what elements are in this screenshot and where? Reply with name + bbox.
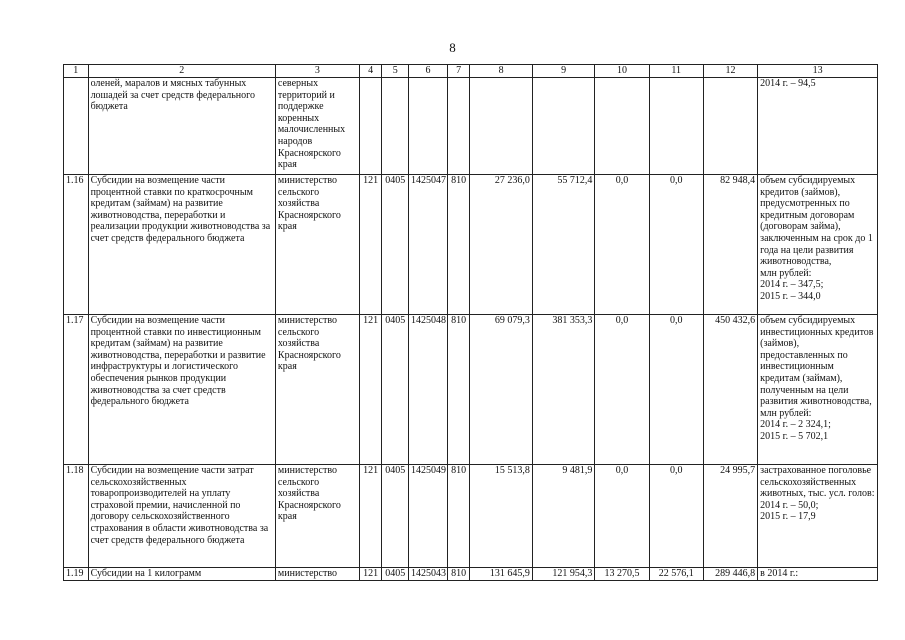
row-number: 1.17	[64, 315, 89, 465]
table-row	[64, 78, 878, 175]
column-header: 7	[447, 65, 470, 78]
result-indicator: застрахованное поголовье сельскохозяйственных животных, тыс. усл. голов: 2014 г. – 50,0; 2015 г. – 17,9	[758, 465, 878, 568]
responsible-org: министерство сельского хозяйства Красноярского края	[275, 465, 359, 568]
amount-col10	[595, 78, 649, 175]
column-number-row	[64, 65, 878, 78]
responsible-org: министерство сельского хозяйства Красноярского края	[275, 315, 359, 465]
table-row	[64, 568, 878, 581]
result-indicator: объем субсидируемых кредитов (займов), предусмотренных по кредитным договорам (договорам займа), заключенным на срок до 1 года на цели развития животноводства, млн рублей: 2014 г. – 347,5; 2015 г. – 344,0	[758, 175, 878, 315]
measure-name: оленей, маралов и мясных табунных лошадей за счет средств федерального бюджета	[88, 78, 275, 175]
amount-col11: 22 576,1	[649, 568, 703, 581]
amount-col10: 13 270,5	[595, 568, 649, 581]
amount-col10: 0,0	[595, 465, 649, 568]
column-header: 2	[88, 65, 275, 78]
result-indicator: 2014 г. – 94,5	[758, 78, 878, 175]
code-vr: 810	[447, 175, 470, 315]
amount-col9: 9 481,9	[532, 465, 594, 568]
amount-col11	[649, 78, 703, 175]
amount-col11: 0,0	[649, 465, 703, 568]
amount-col9: 121 954,3	[532, 568, 594, 581]
column-header: 10	[595, 65, 649, 78]
amount-col8: 131 645,9	[470, 568, 532, 581]
table-row	[64, 465, 878, 568]
measure-name: Субсидии на возмещение части процентной ставки по инвестиционным кредитам (займам) на развитие животноводства, переработки и развитие инфраструктуры и логистического обеспечения рынков продукции животноводства за счет средств федерального бюджета	[88, 315, 275, 465]
amount-col11: 0,0	[649, 315, 703, 465]
measure-name: Субсидии на возмещение части процентной ставки по краткосрочным кредитам (займам) на развитие животноводства, переработки и реализации продукции животноводства за счет средств федерального бюджета	[88, 175, 275, 315]
row-number: 1.19	[64, 568, 89, 581]
row-number: 1.18	[64, 465, 89, 568]
column-header: 13	[758, 65, 878, 78]
code-vr: 810	[447, 465, 470, 568]
code-csr: 1425047	[409, 175, 448, 315]
amount-total: 24 995,7	[703, 465, 757, 568]
amount-total: 82 948,4	[703, 175, 757, 315]
row-number: 1.16	[64, 175, 89, 315]
amount-col9: 55 712,4	[532, 175, 594, 315]
code-rzpr: 0405	[382, 465, 409, 568]
column-header: 3	[275, 65, 359, 78]
code-csr: 1425048	[409, 315, 448, 465]
code-vr: 810	[447, 315, 470, 465]
measure-name: Субсидии на 1 килограмм	[88, 568, 275, 581]
code-vr: 810	[447, 568, 470, 581]
amount-col11: 0,0	[649, 175, 703, 315]
code-vr	[447, 78, 470, 175]
amount-col9: 381 353,3	[532, 315, 594, 465]
amount-total	[703, 78, 757, 175]
code-csr: 1425049	[409, 465, 448, 568]
code-rzpr: 0405	[382, 175, 409, 315]
code-grbs: 121	[359, 465, 382, 568]
row-number	[64, 78, 89, 175]
measure-name: Субсидии на возмещение части затрат сельскохозяйственных товаропроизводителей на уплату страховой премии, начисленной по договору сельскохозяйственного страхования в области животноводства за счет средств федерального бюджета	[88, 465, 275, 568]
code-csr: 1425043	[409, 568, 448, 581]
code-rzpr	[382, 78, 409, 175]
code-grbs: 121	[359, 175, 382, 315]
page-number: 8	[449, 40, 456, 55]
code-rzpr: 0405	[382, 568, 409, 581]
code-grbs: 121	[359, 568, 382, 581]
amount-total: 450 432,6	[703, 315, 757, 465]
column-header: 5	[382, 65, 409, 78]
code-grbs: 121	[359, 315, 382, 465]
budget-table	[63, 64, 878, 581]
code-grbs	[359, 78, 382, 175]
result-indicator: в 2014 г.:	[758, 568, 878, 581]
column-header: 1	[64, 65, 89, 78]
amount-col8: 27 236,0	[470, 175, 532, 315]
column-header: 8	[470, 65, 532, 78]
responsible-org: министерство	[275, 568, 359, 581]
amount-col8: 15 513,8	[470, 465, 532, 568]
responsible-org: министерство сельского хозяйства Красноярского края	[275, 175, 359, 315]
amount-total: 289 446,8	[703, 568, 757, 581]
column-header: 9	[532, 65, 594, 78]
amount-col8: 69 079,3	[470, 315, 532, 465]
responsible-org: северных территорий и поддержке коренных малочисленных народов Красноярского края	[275, 78, 359, 175]
code-rzpr: 0405	[382, 315, 409, 465]
amount-col8	[470, 78, 532, 175]
column-header: 6	[409, 65, 448, 78]
table-row	[64, 315, 878, 465]
amount-col10: 0,0	[595, 175, 649, 315]
column-header: 12	[703, 65, 757, 78]
column-header: 11	[649, 65, 703, 78]
result-indicator: объем субсидируемых инвестиционных кредитов (займов), предоставленных по инвестиционным кредитам (займам), полученным на цели развития животноводства, млн рублей: 2014 г. – 2 324,1; 2015 г. – 5 702,1	[758, 315, 878, 465]
column-header: 4	[359, 65, 382, 78]
code-csr	[409, 78, 448, 175]
amount-col9	[532, 78, 594, 175]
table-row	[64, 175, 878, 315]
amount-col10: 0,0	[595, 315, 649, 465]
